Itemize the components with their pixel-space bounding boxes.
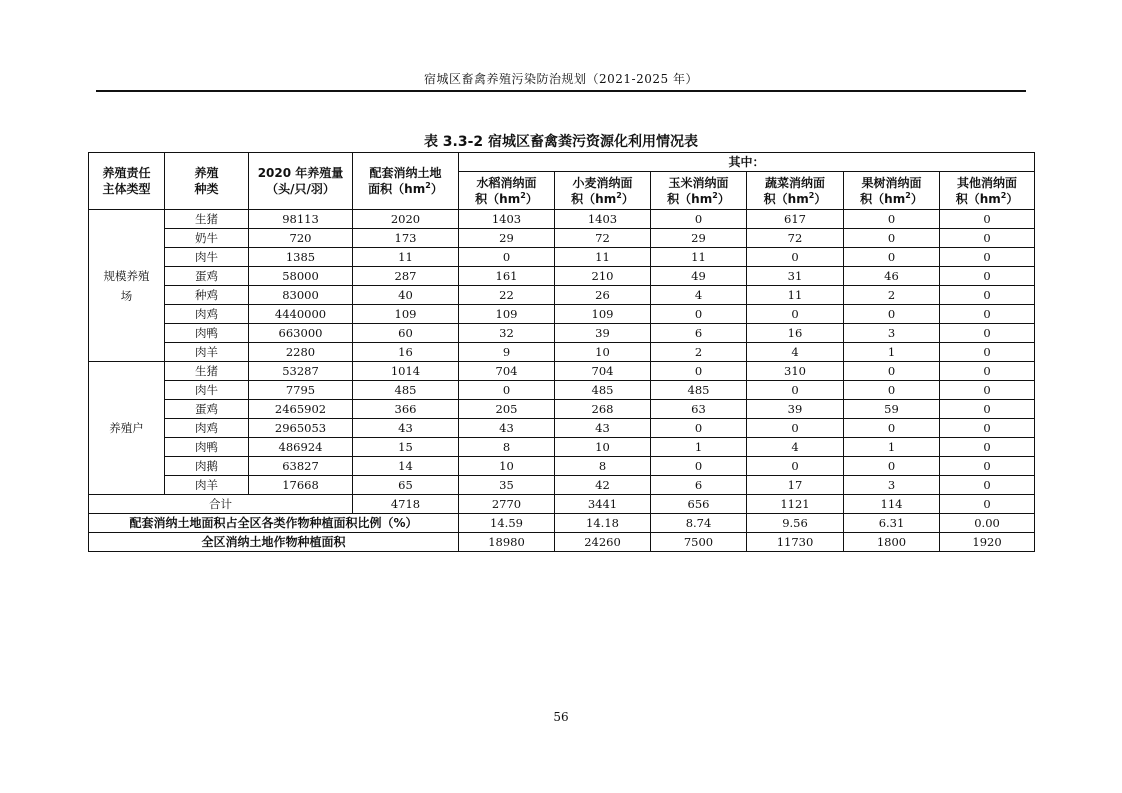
col-rice-close: ） — [525, 191, 538, 206]
col-corn-sup: 2 — [712, 190, 718, 200]
col-wheat-close: ） — [621, 191, 634, 206]
fruit-cell: 0 — [844, 457, 940, 476]
col-of-which-header: 其中： — [459, 153, 1035, 172]
rice-cell: 35 — [459, 476, 555, 495]
species-cell: 生猪 — [165, 210, 249, 229]
col-veg-close: ） — [814, 191, 827, 206]
wheat-cell: 26 — [555, 286, 651, 305]
ratio-rice-cell: 14.59 — [459, 514, 555, 533]
fruit-cell: 46 — [844, 267, 940, 286]
col-rice-line2: 积（hm — [475, 191, 521, 206]
species-cell: 蛋鸡 — [165, 267, 249, 286]
veg-cell: 31 — [747, 267, 844, 286]
land-cell: 14 — [353, 457, 459, 476]
col-species-line2: 种类 — [194, 182, 219, 196]
land-cell: 173 — [353, 229, 459, 248]
other-cell: 0 — [940, 343, 1035, 362]
veg-cell: 0 — [747, 305, 844, 324]
col-subject-type-line2: 主体类型 — [102, 182, 151, 196]
col-species-header — [165, 153, 249, 210]
corn-cell: 2 — [651, 343, 747, 362]
table-row — [89, 438, 1035, 457]
veg-cell: 11 — [747, 286, 844, 305]
col-rice-header — [459, 172, 555, 210]
planting-area-row — [89, 533, 1035, 552]
rice-cell: 43 — [459, 419, 555, 438]
wheat-cell: 43 — [555, 419, 651, 438]
col-land-line2: 面积（hm — [368, 182, 426, 196]
col-subject-type-header — [89, 153, 165, 210]
land-cell: 485 — [353, 381, 459, 400]
fruit-cell: 0 — [844, 362, 940, 381]
rice-cell: 0 — [459, 248, 555, 267]
planting-fruit-cell: 1800 — [844, 533, 940, 552]
col-species-line1: 养殖 — [194, 166, 219, 180]
scale-cell: 2965053 — [249, 419, 353, 438]
wheat-cell: 704 — [555, 362, 651, 381]
col-corn-header — [651, 172, 747, 210]
scale-cell: 720 — [249, 229, 353, 248]
wheat-cell: 42 — [555, 476, 651, 495]
ratio-row — [89, 514, 1035, 533]
col-rice-line1: 水稻消纳面 — [476, 175, 537, 190]
veg-cell: 17 — [747, 476, 844, 495]
group-label-cell: 养殖户 — [89, 362, 165, 495]
scale-cell: 4440000 — [249, 305, 353, 324]
wheat-cell: 10 — [555, 343, 651, 362]
header-row-1 — [89, 153, 1035, 172]
species-cell: 生猪 — [165, 362, 249, 381]
total-label-cell: 合计 — [89, 495, 353, 514]
running-header: 宿城区畜禽养殖污染防治规划（2021-2025 年） — [424, 72, 698, 86]
col-land-header — [353, 153, 459, 210]
wheat-cell: 72 — [555, 229, 651, 248]
rice-cell: 1403 — [459, 210, 555, 229]
fruit-cell: 0 — [844, 305, 940, 324]
rice-cell: 8 — [459, 438, 555, 457]
corn-cell: 6 — [651, 476, 747, 495]
corn-cell: 4 — [651, 286, 747, 305]
other-cell: 0 — [940, 210, 1035, 229]
planting-corn-cell: 7500 — [651, 533, 747, 552]
other-cell: 0 — [940, 305, 1035, 324]
wheat-cell: 39 — [555, 324, 651, 343]
wheat-cell: 1403 — [555, 210, 651, 229]
total-veg-cell: 1121 — [747, 495, 844, 514]
table-row — [89, 419, 1035, 438]
ratio-fruit-cell: 6.31 — [844, 514, 940, 533]
col-veg-line2: 积（hm — [763, 191, 809, 206]
scale-cell: 486924 — [249, 438, 353, 457]
corn-cell: 11 — [651, 248, 747, 267]
species-cell: 肉鸡 — [165, 419, 249, 438]
table-title: 表 3.3-2 宿城区畜禽粪污资源化利用情况表 — [423, 134, 699, 150]
corn-cell: 485 — [651, 381, 747, 400]
col-veg-line1: 蔬菜消纳面 — [764, 175, 825, 190]
land-cell: 11 — [353, 248, 459, 267]
veg-cell: 16 — [747, 324, 844, 343]
scale-cell: 83000 — [249, 286, 353, 305]
corn-cell: 0 — [651, 457, 747, 476]
scale-cell: 63827 — [249, 457, 353, 476]
scale-cell: 2465902 — [249, 400, 353, 419]
species-cell: 奶牛 — [165, 229, 249, 248]
other-cell: 0 — [940, 438, 1035, 457]
scale-cell: 53287 — [249, 362, 353, 381]
corn-cell: 0 — [651, 210, 747, 229]
species-cell: 蛋鸡 — [165, 400, 249, 419]
land-cell: 109 — [353, 305, 459, 324]
planting-veg-cell: 11730 — [747, 533, 844, 552]
table-row — [89, 476, 1035, 495]
col-wheat-line1: 小麦消纳面 — [572, 175, 633, 190]
other-cell: 0 — [940, 324, 1035, 343]
species-cell: 肉牛 — [165, 381, 249, 400]
veg-cell: 0 — [747, 248, 844, 267]
col-wheat-line2: 积（hm — [571, 191, 617, 206]
land-use-table — [88, 152, 1035, 552]
rice-cell: 32 — [459, 324, 555, 343]
fruit-cell: 2 — [844, 286, 940, 305]
fruit-cell: 3 — [844, 324, 940, 343]
other-cell: 0 — [940, 362, 1035, 381]
total-other-cell: 0 — [940, 495, 1035, 514]
veg-cell: 39 — [747, 400, 844, 419]
wheat-cell: 10 — [555, 438, 651, 457]
col-veg-header — [747, 172, 844, 210]
page-number: 56 — [553, 710, 569, 724]
land-cell: 1014 — [353, 362, 459, 381]
scale-cell: 663000 — [249, 324, 353, 343]
table-row — [89, 362, 1035, 381]
fruit-cell: 1 — [844, 343, 940, 362]
wheat-cell: 485 — [555, 381, 651, 400]
veg-cell: 4 — [747, 343, 844, 362]
col-other-line1: 其他消纳面 — [957, 175, 1018, 190]
corn-cell: 6 — [651, 324, 747, 343]
species-cell: 肉鸭 — [165, 324, 249, 343]
col-other-header — [940, 172, 1035, 210]
land-cell: 16 — [353, 343, 459, 362]
fruit-cell: 0 — [844, 210, 940, 229]
col-fruit-line2: 积（hm — [860, 191, 906, 206]
veg-cell: 0 — [747, 381, 844, 400]
land-cell: 2020 — [353, 210, 459, 229]
other-cell: 0 — [940, 286, 1035, 305]
species-cell: 肉鸭 — [165, 438, 249, 457]
rice-cell: 22 — [459, 286, 555, 305]
corn-cell: 0 — [651, 419, 747, 438]
col-scale-header — [249, 153, 353, 210]
planting-label-cell: 全区消纳土地作物种植面积 — [89, 533, 459, 552]
land-cell: 43 — [353, 419, 459, 438]
col-fruit-line1: 果树消纳面 — [861, 175, 922, 190]
col-fruit-close: ） — [910, 191, 923, 206]
col-corn-line2: 积（hm — [667, 191, 713, 206]
rice-cell: 9 — [459, 343, 555, 362]
ratio-veg-cell: 9.56 — [747, 514, 844, 533]
other-cell: 0 — [940, 400, 1035, 419]
col-fruit-sup: 2 — [905, 190, 911, 200]
col-veg-sup: 2 — [808, 190, 815, 200]
table-row — [89, 210, 1035, 229]
corn-cell: 0 — [651, 362, 747, 381]
col-land-sup: 2 — [425, 181, 431, 190]
total-fruit-cell: 114 — [844, 495, 940, 514]
land-cell: 366 — [353, 400, 459, 419]
rice-cell: 161 — [459, 267, 555, 286]
col-land-close: ） — [430, 182, 443, 196]
ratio-wheat-cell: 14.18 — [555, 514, 651, 533]
wheat-cell: 268 — [555, 400, 651, 419]
species-cell: 肉羊 — [165, 343, 249, 362]
col-other-sup: 2 — [1000, 190, 1007, 200]
col-other-line2: 积（hm — [955, 191, 1001, 206]
other-cell: 0 — [940, 457, 1035, 476]
corn-cell: 1 — [651, 438, 747, 457]
wheat-cell: 109 — [555, 305, 651, 324]
other-cell: 0 — [940, 419, 1035, 438]
scale-cell: 98113 — [249, 210, 353, 229]
wheat-cell: 11 — [555, 248, 651, 267]
scale-cell: 7795 — [249, 381, 353, 400]
land-cell: 40 — [353, 286, 459, 305]
total-land-cell: 4718 — [353, 495, 459, 514]
veg-cell: 72 — [747, 229, 844, 248]
rice-cell: 10 — [459, 457, 555, 476]
other-cell: 0 — [940, 267, 1035, 286]
corn-cell: 0 — [651, 305, 747, 324]
table-row — [89, 400, 1035, 419]
wheat-cell: 210 — [555, 267, 651, 286]
species-cell: 肉鸡 — [165, 305, 249, 324]
scale-cell: 58000 — [249, 267, 353, 286]
land-cell: 65 — [353, 476, 459, 495]
ratio-other-cell: 0.00 — [940, 514, 1035, 533]
rice-cell: 205 — [459, 400, 555, 419]
species-cell: 肉牛 — [165, 248, 249, 267]
rice-cell: 0 — [459, 381, 555, 400]
table-body — [89, 210, 1035, 552]
other-cell: 0 — [940, 229, 1035, 248]
col-scale-line2: （头/只/羽） — [266, 182, 335, 196]
veg-cell: 0 — [747, 457, 844, 476]
table-row — [89, 248, 1035, 267]
col-rice-sup: 2 — [520, 190, 526, 200]
rice-cell: 109 — [459, 305, 555, 324]
veg-cell: 0 — [747, 419, 844, 438]
fruit-cell: 0 — [844, 419, 940, 438]
table-row — [89, 229, 1035, 248]
other-cell: 0 — [940, 476, 1035, 495]
ratio-corn-cell: 8.74 — [651, 514, 747, 533]
planting-other-cell: 1920 — [940, 533, 1035, 552]
rice-cell: 29 — [459, 229, 555, 248]
planting-rice-cell: 18980 — [459, 533, 555, 552]
col-wheat-header — [555, 172, 651, 210]
rice-cell: 704 — [459, 362, 555, 381]
table-row — [89, 343, 1035, 362]
col-corn-close: ） — [717, 191, 730, 206]
scale-cell: 17668 — [249, 476, 353, 495]
other-cell: 0 — [940, 381, 1035, 400]
ratio-label-cell: 配套消纳土地面积占全区各类作物种植面积比例（%） — [89, 514, 459, 533]
corn-cell: 49 — [651, 267, 747, 286]
table-row — [89, 267, 1035, 286]
planting-wheat-cell: 24260 — [555, 533, 651, 552]
table-row — [89, 381, 1035, 400]
col-land-line1: 配套消纳土地 — [369, 166, 442, 180]
fruit-cell: 3 — [844, 476, 940, 495]
other-cell: 0 — [940, 248, 1035, 267]
corn-cell: 29 — [651, 229, 747, 248]
table-row — [89, 286, 1035, 305]
species-cell: 种鸡 — [165, 286, 249, 305]
col-wheat-sup: 2 — [616, 190, 622, 200]
fruit-cell: 0 — [844, 248, 940, 267]
veg-cell: 617 — [747, 210, 844, 229]
land-cell: 15 — [353, 438, 459, 457]
wheat-cell: 8 — [555, 457, 651, 476]
veg-cell: 4 — [747, 438, 844, 457]
group-label-cell: 规模养殖场 — [89, 210, 165, 362]
table-row — [89, 305, 1035, 324]
species-cell: 肉羊 — [165, 476, 249, 495]
table-row — [89, 457, 1035, 476]
col-other-close: ） — [1006, 191, 1019, 206]
fruit-cell: 0 — [844, 229, 940, 248]
fruit-cell: 0 — [844, 381, 940, 400]
total-row — [89, 495, 1035, 514]
corn-cell: 63 — [651, 400, 747, 419]
species-cell: 肉鹅 — [165, 457, 249, 476]
fruit-cell: 1 — [844, 438, 940, 457]
table-row — [89, 324, 1035, 343]
land-cell: 287 — [353, 267, 459, 286]
total-wheat-cell: 3441 — [555, 495, 651, 514]
scale-cell: 1385 — [249, 248, 353, 267]
col-corn-line1: 玉米消纳面 — [668, 175, 729, 190]
header-rule — [96, 90, 1026, 92]
col-scale-line1: 2020 年养殖量 — [257, 166, 344, 180]
total-rice-cell: 2770 — [459, 495, 555, 514]
total-corn-cell: 656 — [651, 495, 747, 514]
veg-cell: 310 — [747, 362, 844, 381]
col-fruit-header — [844, 172, 940, 210]
land-cell: 60 — [353, 324, 459, 343]
col-subject-type-line1: 养殖责任 — [102, 166, 151, 180]
fruit-cell: 59 — [844, 400, 940, 419]
scale-cell: 2280 — [249, 343, 353, 362]
